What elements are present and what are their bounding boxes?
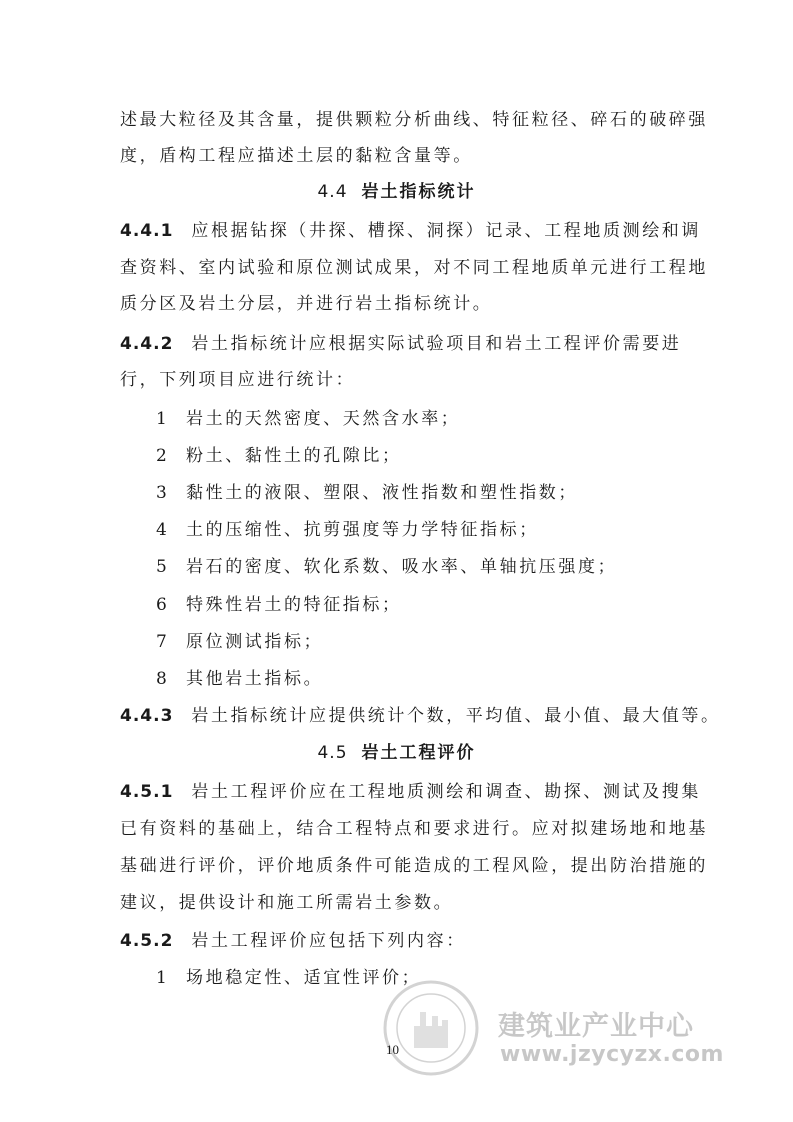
list-item: 6 特殊性岩土的特征指标； <box>156 595 402 615</box>
page-number: 10 <box>386 1042 399 1057</box>
section-title: 岩土工程评价 <box>361 743 476 763</box>
paragraph-line: 已有资料的基础上，结合工程特点和要求进行。应对拟建场地和地基 <box>120 819 708 839</box>
watermark-title: 建筑业产业中心 <box>498 1011 694 1042</box>
list-item: 4 土的压缩性、抗剪强度等力学特征指标； <box>156 520 539 540</box>
paragraph-line: 质分区及岩土分层，并进行岩土指标统计。 <box>120 294 493 314</box>
clause-number: 4.4.2 <box>120 334 174 354</box>
clause-number: 4.5.2 <box>120 931 174 951</box>
clause-text: 岩土指标统计应提供统计个数，平均值、最小值、最大值等。 <box>191 706 721 726</box>
section-number: 4.5 <box>317 743 348 763</box>
paragraph-line: 基础进行评价，评价地质条件可能造成的工程风险，提出防治措施的 <box>120 856 708 876</box>
clause-number: 4.4.3 <box>120 706 174 726</box>
clause-number: 4.4.1 <box>120 221 174 241</box>
section-title: 岩土指标统计 <box>361 182 476 202</box>
clause-4-5-2 <box>120 929 690 953</box>
clause-4-4-3 <box>120 704 721 728</box>
clause-text: 应根据钻探（井探、槽探、洞探）记录、工程地质测绘和调 <box>191 221 702 241</box>
section-heading-4-5 <box>0 741 793 765</box>
list-item: 3 黏性土的液限、塑限、液性指数和塑性指数； <box>156 483 578 503</box>
paragraph-line: 度，盾构工程应描述土层的黏粒含量等。 <box>120 146 473 166</box>
list-item: 8 其他岩土指标。 <box>156 669 324 689</box>
clause-text: 岩土工程评价应包括下列内容： <box>191 931 466 951</box>
watermark <box>376 978 724 1078</box>
list-item: 1 场地稳定性、适宜性评价； <box>156 968 422 988</box>
clause-4-5-1 <box>120 780 702 804</box>
paragraph-line: 述最大粒径及其含量，提供颗粒分析曲线、特征粒径、碎石的破碎强 <box>120 110 708 130</box>
clause-text: 岩土工程评价应在工程地质测绘和调查、勘探、测试及搜集 <box>191 782 702 802</box>
list-item: 5 岩石的密度、软化系数、吸水率、单轴抗压强度； <box>156 557 618 577</box>
paragraph-line: 行，下列项目应进行统计： <box>120 370 356 390</box>
paragraph-line: 查资料、室内试验和原位测试成果，对不同工程地质单元进行工程地 <box>120 258 708 278</box>
paragraph-line: 建议，提供设计和施工所需岩土参数。 <box>120 893 454 913</box>
list-item: 1 岩土的天然密度、天然含水率； <box>156 409 461 429</box>
list-item: 7 原位测试指标； <box>156 632 324 652</box>
clause-number: 4.5.1 <box>120 782 174 802</box>
seal-logo-icon <box>376 978 486 1078</box>
watermark-url: www.jzycyzx.com <box>500 1042 724 1067</box>
section-number: 4.4 <box>317 182 348 202</box>
section-heading-4-4 <box>0 180 793 204</box>
list-item: 2 粉土、黏性土的孔隙比； <box>156 446 402 466</box>
clause-text: 岩土指标统计应根据实际试验项目和岩土工程评价需要进 <box>191 334 682 354</box>
clause-4-4-2 <box>120 332 690 356</box>
clause-4-4-1 <box>120 219 702 243</box>
